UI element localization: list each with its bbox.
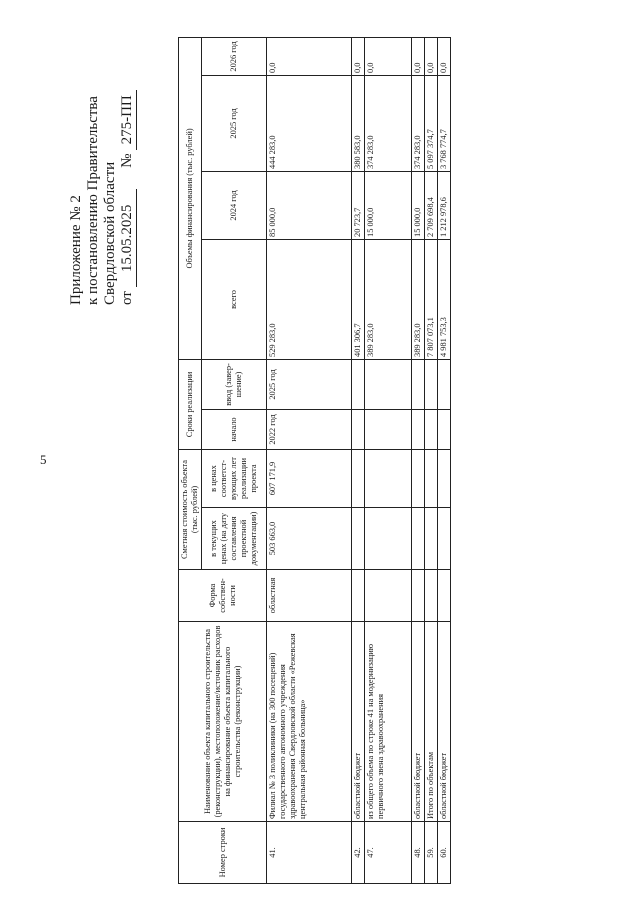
cell-terms-start [365, 409, 412, 449]
table-row [365, 37, 412, 883]
cell-estimate-current: 503 663,0 [267, 508, 352, 570]
th-year-2026: 2026 год [202, 37, 267, 75]
funding-table-wrapper [178, 38, 448, 884]
cell-year-2025: 444 283,0 [267, 75, 352, 171]
decree-number: 275-ПП [119, 90, 137, 150]
cell-year-2025: 3 768 774,7 [438, 75, 451, 171]
cell-year-2025: 5 097 374,7 [425, 75, 438, 171]
cell-terms-end [438, 359, 451, 409]
cell-year-2026: 0,0 [352, 37, 365, 75]
cell-object-name: областной бюджет [438, 622, 451, 822]
cell-row-number: 48. [412, 822, 425, 884]
cell-estimate-current [412, 508, 425, 570]
th-estimate-group: Сметная стоимость объекта (тыс. рублей) [179, 449, 202, 569]
cell-ownership [412, 570, 425, 622]
cell-year-2025: 374 283,0 [365, 75, 412, 171]
cell-row-number: 47. [365, 822, 412, 884]
cell-funding-total: 4 981 753,3 [438, 239, 451, 359]
cell-terms-start [352, 409, 365, 449]
header-line-appendix: Приложение № 2 [68, 195, 84, 305]
cell-year-2024: 2 709 698,4 [425, 171, 438, 239]
cell-terms-start [412, 409, 425, 449]
cell-estimate-years [412, 449, 425, 507]
cell-funding-total: 529 283,0 [267, 239, 352, 359]
header-line-date-number [119, 90, 137, 305]
table-header-row-1 [179, 37, 202, 883]
date-label: от [119, 291, 135, 305]
cell-estimate-current [425, 508, 438, 570]
th-terms-start: начало [202, 409, 267, 449]
cell-funding-total: 389 283,0 [412, 239, 425, 359]
table-row [425, 37, 438, 883]
cell-funding-total: 389 283,0 [365, 239, 412, 359]
cell-year-2024: 20 723,7 [352, 171, 365, 239]
cell-year-2024: 1 212 978,6 [438, 171, 451, 239]
number-label: № [119, 153, 135, 168]
th-estimate-current: в текущих ценах (на дату составления проектной документации) [202, 508, 267, 570]
th-funding-total: всего [202, 239, 267, 359]
th-ownership: Форма собствен-ности [179, 570, 267, 622]
table-row [412, 37, 425, 883]
cell-estimate-years [352, 449, 365, 507]
cell-terms-end [365, 359, 412, 409]
cell-object-name: из общего объема по строке 41 на модернизацию первичного звена здравоохранения [365, 622, 412, 822]
cell-year-2024: 15 000,0 [412, 171, 425, 239]
table-row [438, 37, 451, 883]
th-object-name: Наименование объекта капитального строительства (реконструкции), местоположение/источник расходов на финансирование объекта капитального строительства (реконструкции) [179, 622, 267, 822]
cell-terms-start [425, 409, 438, 449]
cell-estimate-years: 607 171,9 [267, 449, 352, 507]
cell-year-2026: 0,0 [267, 37, 352, 75]
cell-row-number: 60. [438, 822, 451, 884]
th-terms-end: ввод (завер-шение) [202, 359, 267, 409]
cell-estimate-years [365, 449, 412, 507]
cell-estimate-current [438, 508, 451, 570]
cell-terms-start [438, 409, 451, 449]
th-year-2025: 2025 год [202, 75, 267, 171]
cell-year-2026: 0,0 [365, 37, 412, 75]
cell-object-name: Итого по объектам [425, 622, 438, 822]
th-row-number: Номер строки [179, 822, 267, 884]
cell-row-number: 59. [425, 822, 438, 884]
cell-year-2025: 374 283,0 [412, 75, 425, 171]
cell-ownership [425, 570, 438, 622]
table-row [352, 37, 365, 883]
cell-terms-end [412, 359, 425, 409]
cell-estimate-current [365, 508, 412, 570]
cell-ownership [352, 570, 365, 622]
page-number: 5 [40, 452, 47, 467]
cell-row-number: 41. [267, 822, 352, 884]
cell-ownership [365, 570, 412, 622]
cell-estimate-current [352, 508, 365, 570]
cell-year-2026: 0,0 [438, 37, 451, 75]
cell-year-2024: 15 000,0 [365, 171, 412, 239]
cell-funding-total: 7 807 073,1 [425, 239, 438, 359]
cell-ownership [438, 570, 451, 622]
cell-estimate-years [425, 449, 438, 507]
cell-year-2024: 85 000,0 [267, 171, 352, 239]
cell-ownership: областная [267, 570, 352, 622]
cell-year-2025: 380 583,0 [352, 75, 365, 171]
th-terms-group: Сроки реализации [179, 359, 202, 449]
cell-estimate-years [438, 449, 451, 507]
th-year-2024: 2024 год [202, 171, 267, 239]
decree-date: 15.05.2025 [119, 189, 137, 287]
cell-year-2026: 0,0 [425, 37, 438, 75]
th-estimate-years: в ценах соответст-вующих лет реализации проекта [202, 449, 267, 507]
header-line-decree: к постановлению Правительства [85, 96, 101, 305]
th-funding-group: Объемы финансирования (тыс. рублей) [179, 37, 202, 359]
cell-row-number: 42. [352, 822, 365, 884]
cell-object-name: областной бюджет [412, 622, 425, 822]
cell-object-name: Филиал № 3 поликлиники (на 300 посещений) государственного автономного учреждения здравоохранения Свердловской области «Режевская центральная районная больница» [267, 622, 352, 822]
cell-terms-end [425, 359, 438, 409]
cell-terms-end: 2025 год [267, 359, 352, 409]
funding-table [178, 37, 451, 884]
table-row [267, 37, 352, 883]
cell-object-name: областной бюджет [352, 622, 365, 822]
cell-year-2026: 0,0 [412, 37, 425, 75]
cell-terms-start: 2022 год [267, 409, 352, 449]
cell-terms-end [352, 359, 365, 409]
header-line-region: Свердловской области [102, 161, 118, 305]
cell-funding-total: 401 306,7 [352, 239, 365, 359]
